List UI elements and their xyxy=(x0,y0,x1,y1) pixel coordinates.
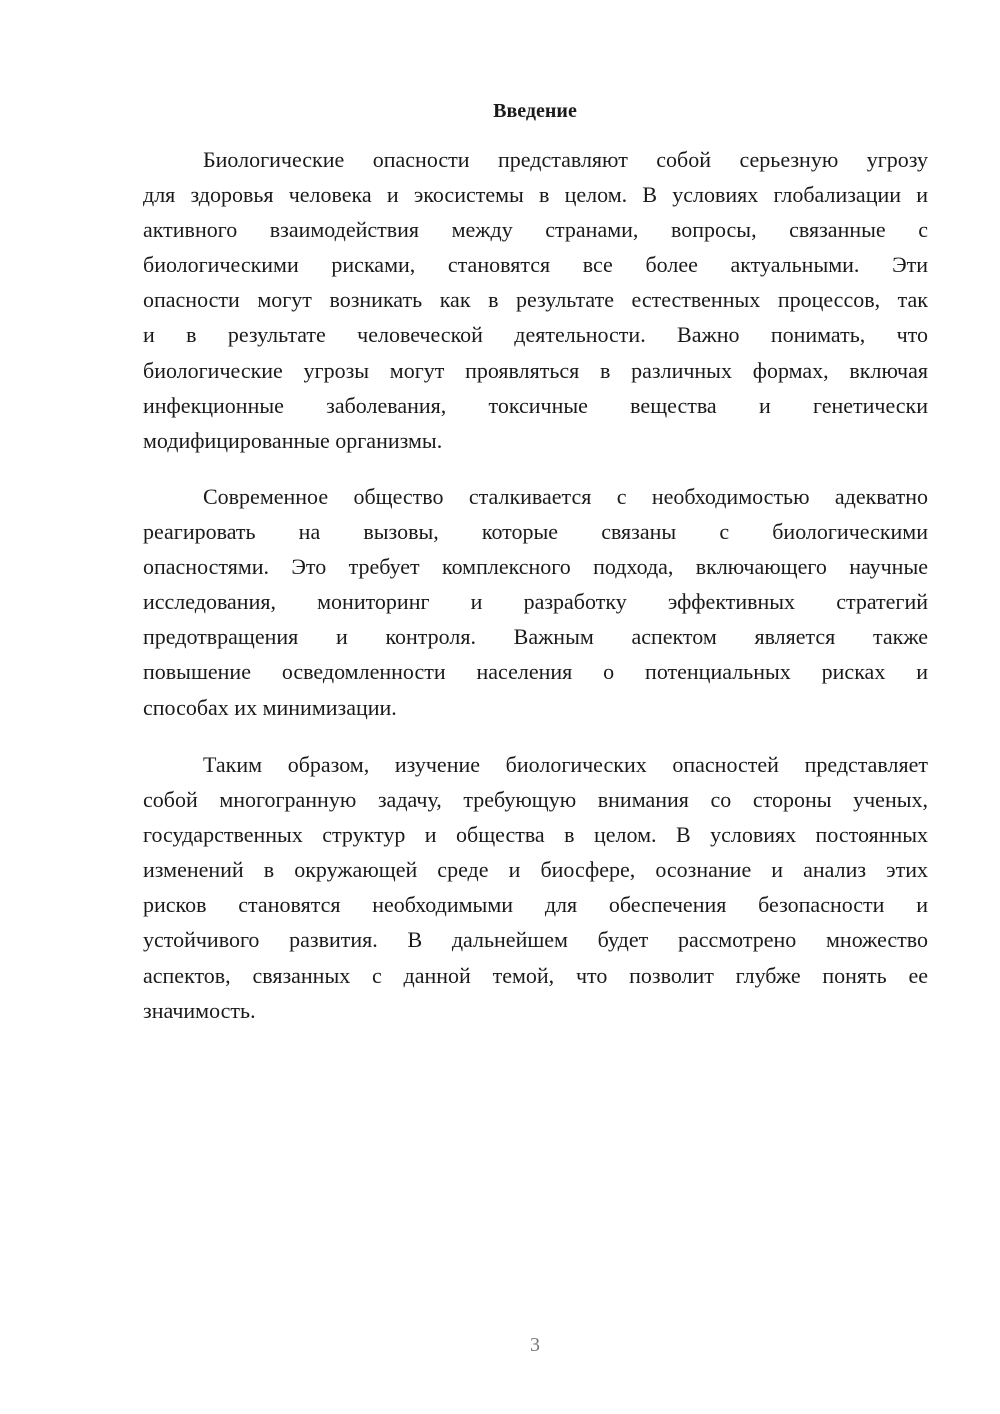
text-line: собой многогранную задачу, требующую внимания со стороны ученых, xyxy=(143,787,928,813)
text-line: активного взаимодействия между странами, вопросы, связанные с xyxy=(143,217,928,243)
text-line: инфекционные заболевания, токсичные вещества и генетически xyxy=(143,392,928,418)
text-line: аспектов, связанных с данной темой, что позволит глубже понять ее xyxy=(143,962,928,988)
paragraph-3 xyxy=(143,747,928,1028)
text-line: биологическими рисками, становятся все более актуальными. Эти xyxy=(143,252,928,278)
text-line: модифицированные организмы. xyxy=(143,427,443,453)
text-line: исследования, мониторинг и разработку эффективных стратегий xyxy=(143,589,928,615)
text-line: изменений в окружающей среде и биосфере, осознание и анализ этих xyxy=(143,857,928,883)
page-number: 3 xyxy=(530,1334,540,1356)
text-line: и в результате человеческой деятельности. Важно понимать, что xyxy=(143,322,928,348)
text-line: Современное общество сталкивается с необходимостью адекватно xyxy=(203,484,928,509)
text-line: реагировать на вызовы, которые связаны с биологическими xyxy=(143,519,928,545)
text-line: устойчивого развития. В дальнейшем будет рассмотрено множество xyxy=(143,927,928,953)
text-line: предотвращения и контроля. Важным аспектом является также xyxy=(143,624,928,650)
page-title: Введение xyxy=(493,100,577,122)
text-line: Таким образом, изучение биологических опасностей представляет xyxy=(203,752,928,777)
text-line: для здоровья человека и экосистемы в целом. В условиях глобализации и xyxy=(143,182,928,208)
text-line: повышение осведомленности населения о потенциальных рисках и xyxy=(143,659,928,685)
text-line: значимость. xyxy=(143,997,256,1023)
text-line: опасности могут возникать как в результате естественных процессов, так xyxy=(143,287,928,313)
text-line: биологические угрозы могут проявляться в различных формах, включая xyxy=(143,357,928,383)
paragraph-2 xyxy=(143,479,928,725)
text-line: способах их минимизации. xyxy=(143,694,397,720)
text-line: Биологические опасности представляют собой серьезную угрозу xyxy=(203,147,928,172)
paragraph-1 xyxy=(143,142,928,458)
text-line: опасностями. Это требует комплексного подхода, включающего научные xyxy=(143,554,928,580)
text-line: рисков становятся необходимыми для обеспечения безопасности и xyxy=(143,892,928,918)
text-line: государственных структур и общества в целом. В условиях постоянных xyxy=(143,822,928,848)
